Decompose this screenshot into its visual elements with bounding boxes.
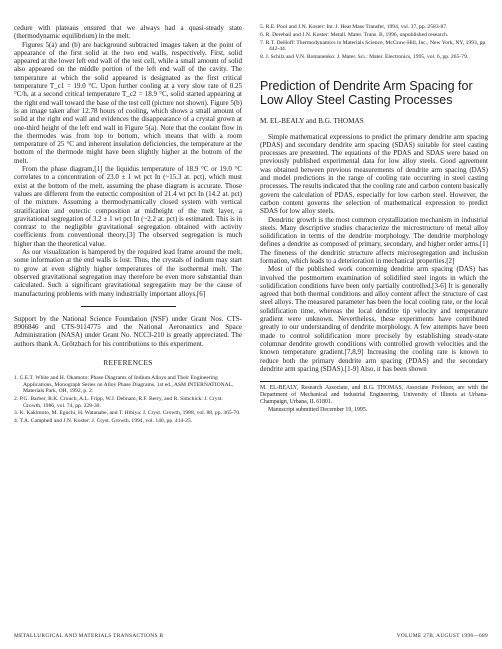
journal-footer: METALLURGICAL AND MATERIALS TRANSACTIONS B [14, 633, 164, 639]
right-column [260, 24, 488, 413]
reference-item: 8. J. Schilz and V.N. Romanenko: J. Mater. Sci.: Mater. Electronics, 1995, vol. 6, pp. 265-79. [260, 53, 469, 60]
reference-item: 7. R.T. DeHoff: Thermodynamics in Materials Science, McGraw-Hill, Inc., New York, NY, 1993, pp. 442-44. [260, 39, 487, 53]
section-divider [81, 306, 176, 307]
body-paragraph: Dendritic growth is the most common crystallization mechanism in industrial steels. Many descriptive studies characterize the microstructure of metal alloy solidification in terms of the dendrite morphology. The dendrite morphology defines a dendrite as composed of primary, secondary, and higher order arms.[1] The fineness of the dendritic structure affects microsegregation and inclusion formation, which leads to a deterioration in mechanical properties.[2] [260, 215, 488, 265]
body-paragraph: Most of the published work concerning dendrite arm spacing (DAS) has involved the postmortem examination of solidified steel ingots in which the solidification conditions have been only partially controlled.[3-6] It is generally agreed that both thermal conditions and alloy content affect the structure of cast steel alloys. The measured parameter has been the local cooling rate, or the local solidification time, whereas the local dendrite tip velocity and temperature gradient were unknown. Nevertheless, these experiments have contributed greatly to our understanding of dendrite morphology. A few attempts have been made to control solidification more precisely by establishing steady-state columnar dendrite growth conditions with controlled growth velocities and the known temperature gradient.[7,8,9] Increasing the cooling rate is known to reduce both the primary dendrite arm spacing (PDAS) and the secondary dendrite arm spacing (SDAS).[1-9] Also, it has been shown [260, 265, 488, 373]
body-paragraph: Simple mathematical expressions to predict the primary dendrite arm spacing (PDAS) and secondary dendrite arm spacing (SDAS) suitable for steel casting processes are presented. The equations of the PDAS and SDAS were based on previously published experimental data for low alloy steels. Good agreement was obtained between previous measurements of dendrite arm spacing (DAS) and model predictions in the range of cooling rate occurring in steel casting processes. The results indicated that the cooling rate and carbon content basically govern the calculation of PDAS, especially for low carbon steel. However, the carbon content governs the selection of mathematical expression to predict SDAS for low alloy steels. [260, 132, 488, 216]
affiliation-divider [260, 381, 488, 382]
manuscript-note: Manuscript submitted December 19, 1995. [268, 406, 368, 413]
reference-item: 4. T.A. Campbell and J.N. Koster: J. Cryst. Growth, 1994, vol. 140, pp. 414-25. [14, 418, 193, 425]
reference-item: 5. R.E. Pool and J.N. Koster: Int. J. Heat Mass Transfer, 1994, vol. 37, pp. 2583-87. [260, 24, 448, 30]
references-heading: REFERENCES [103, 357, 153, 367]
reference-item: 3. K. Kakimoto, M. Eguchi, H. Watanabe, and T. Hibiya: J. Cryst. Growth, 1988, vol. 88, pp. 365-70. [14, 410, 241, 417]
author-affiliation: M. EL-BEALY, Research Associate, and B.G. THOMAS, Associate Professor, are with the Department of Mechanical and Industrial Engineering, University of Illinois at Urbana-Champaign, Urbana, IL 61801. [260, 385, 488, 405]
references-list [14, 375, 242, 425]
left-column [14, 24, 242, 426]
acknowledgment: Support by the National Science Foundation (NSF) under Grant Nos. CTS-8906846 and CTS-9114775 and the National Aeronautics and Space Administration (NASA) under Grant No. NCC3-210 is greatly appreciated. The authors thank A. Grötzbach for his contributions to this experiment. [14, 314, 242, 348]
body-paragraph: From the phase diagram,[1] the liquidus temperature of 18.9 °C or 19.0 °C correlates to a concentration of 23.0 ± 1 wt pct In (~15.3 at. pct), which must exist at the bottom of the melt, assuming the phase diagram is accurate. Those values are different from the eutectic composition of 21.4 wt pct In (14.2 at. pct) of the mixture. Assuming a thermodynamically closed system with vertical stratification and eutectic composition at midheight of the melt layer, a gravitational segregation of 3.2 ± 1 wt pct In (~2.2 at. pct) is estimated. This is in contrast to the negligible gravitational segregation obtained with activity coefficients from conventional theory.[3] The observed segregation is much higher than the theoretical value. [14, 165, 242, 248]
references-list-continued [260, 24, 488, 61]
reference-item: 1. C.E.T. White and H. Okamoto: Phase Diagrams of Indium Alloys and Their Engineering Applications, Monograph Series on Alloy Phase Diagrams, 1st ed., ASM INTERNATIONAL, Materials Park, OH, 1992, p. 2. [14, 374, 234, 395]
body-paragraph: cedure with plateaus ensured that we always had a quasi-steady state (thermodynamic equilibrium) in the melt. [14, 24, 242, 41]
page-footer: VOLUME 27B, AUGUST 1996—689 [396, 633, 488, 639]
reference-item: 2. P.G. Barber, R.K. Crouch, A.L. Fripp, W.J. Debnam, R.F. Berry, and R. Simchick: J. Cryst. Growth, 1986, vol. 74, pp. 228-30. [14, 395, 223, 409]
reference-item: 6. R. Derebail and J.N. Koster: Metall. Mater. Trans. B, 1996, unpublished research. [260, 31, 449, 38]
article-authors: M. EL-BEALY and B.G. THOMAS [260, 116, 364, 125]
body-paragraph: As our visualization is hampered by the required lead frame around the melt, some information at the end walls is lost. Thus, the crystals of indium may start to grow at even slightly higher temperatures of the isothermal melt. The observed gravitational segregation may therefore be even more substantial than calculated. Such a significant gravitational segregation may be the cause of manufacturing problems with many industrially important alloys.[6] [14, 248, 242, 298]
body-paragraph: Figures 5(a) and (b) are background subtracted images taken at the point of appearance of the first solid at the two end walls, respectively. First, solid appeared at the lower left end wall of the test cell, while a small amount of solid also appeared on the middle portion of the left end wall of the cavity. The temperature at which the solid appeared is designated as the first critical temperature T_c1 = 19.0 °C. Upon further cooling at a very slow rate of 0.25 °C/h, at a second critical temperature T_c2 = 18.9 °C, solid started appearing at the right end wall toward the base of the test cell (picture not shown). Figure 5(b) is an image taken after 12.78 hours of cooling, which shows a small amount of solid at the right end wall and evidences the disappearance of a crystal grown at one-third height of the left end wall in Figure 5(a). Note that the coolant flow in the thermodes was from top to bottom, which means that with a room temperature of 25 °C and inherent insulation deficiencies, the temperature at the bottom of the thermode might have been slightly higher at the bottom of the melt. [14, 40, 242, 165]
article-title: Prediction of Dendrite Arm Spacing for Low Alloy Steel Casting Processes [260, 78, 473, 107]
